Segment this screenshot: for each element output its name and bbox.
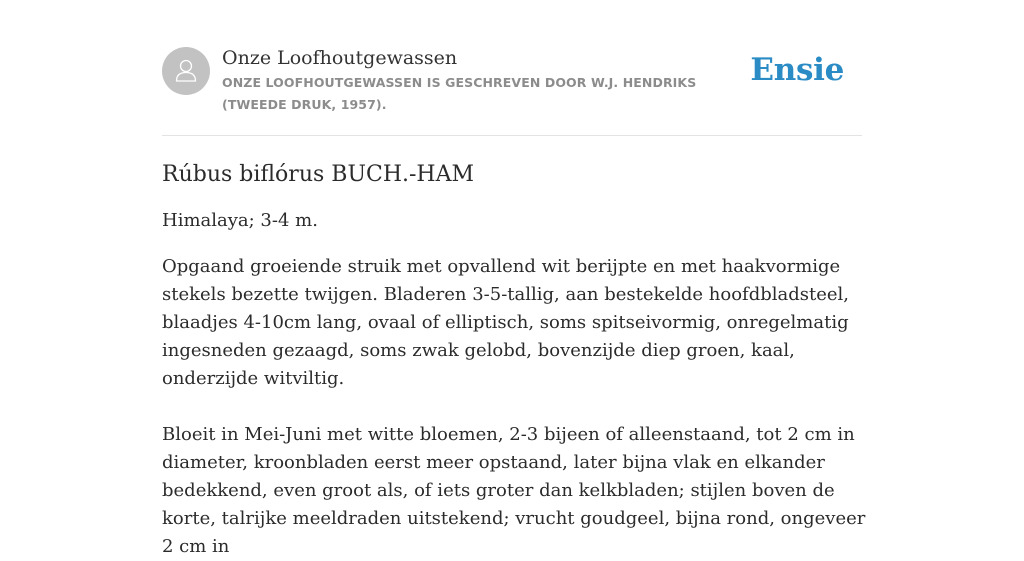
entry-paragraph: Opgaand groeiende struik met opvallend wit berijpte en met haakvormige stekels bezette twijgen. Bladeren 3-5-tallig, aan bestekelde hoofdbladsteel, blaadjes 4-10cm lang, ovaal of elliptisch, soms spitseivormig, onregelmatig ingesneden gezaagd, soms zwak gelobd, bovenzijde diep groen, kaal, onderzijde witviltig.	[162, 256, 849, 389]
entry-content	[162, 156, 866, 561]
ensie-logo[interactable]: Ensie	[750, 52, 844, 88]
avatar[interactable]	[162, 47, 210, 95]
source-description: ONZE LOOFHOUTGEWASSEN IS GESCHREVEN DOOR W.J. HENDRIKS (TWEEDE DRUK, 1957).	[222, 75, 697, 112]
user-icon	[162, 47, 210, 95]
entry-paragraph: Bloeit in Mei-Juni met witte bloemen, 2-3 bijeen of alleenstaand, tot 2 cm in diameter, kroonbladen eerst meer opstaand, later bijna vlak en elkander bedekkend, even groot als, of iets groter dan kelkbladen; stijlen boven de korte, talrijke meeldraden uitstekend; vrucht goudgeel, bijna rond, ongeveer 2 cm in	[162, 424, 866, 557]
entry-paragraph: Himalaya; 3-4 m.	[162, 210, 318, 231]
source-header	[162, 46, 862, 136]
entry-title: Rúbus biflórus BUCH.-HAM	[162, 162, 475, 187]
header-divider	[162, 135, 862, 136]
source-title[interactable]: Onze Loofhoutgewassen	[222, 47, 458, 69]
